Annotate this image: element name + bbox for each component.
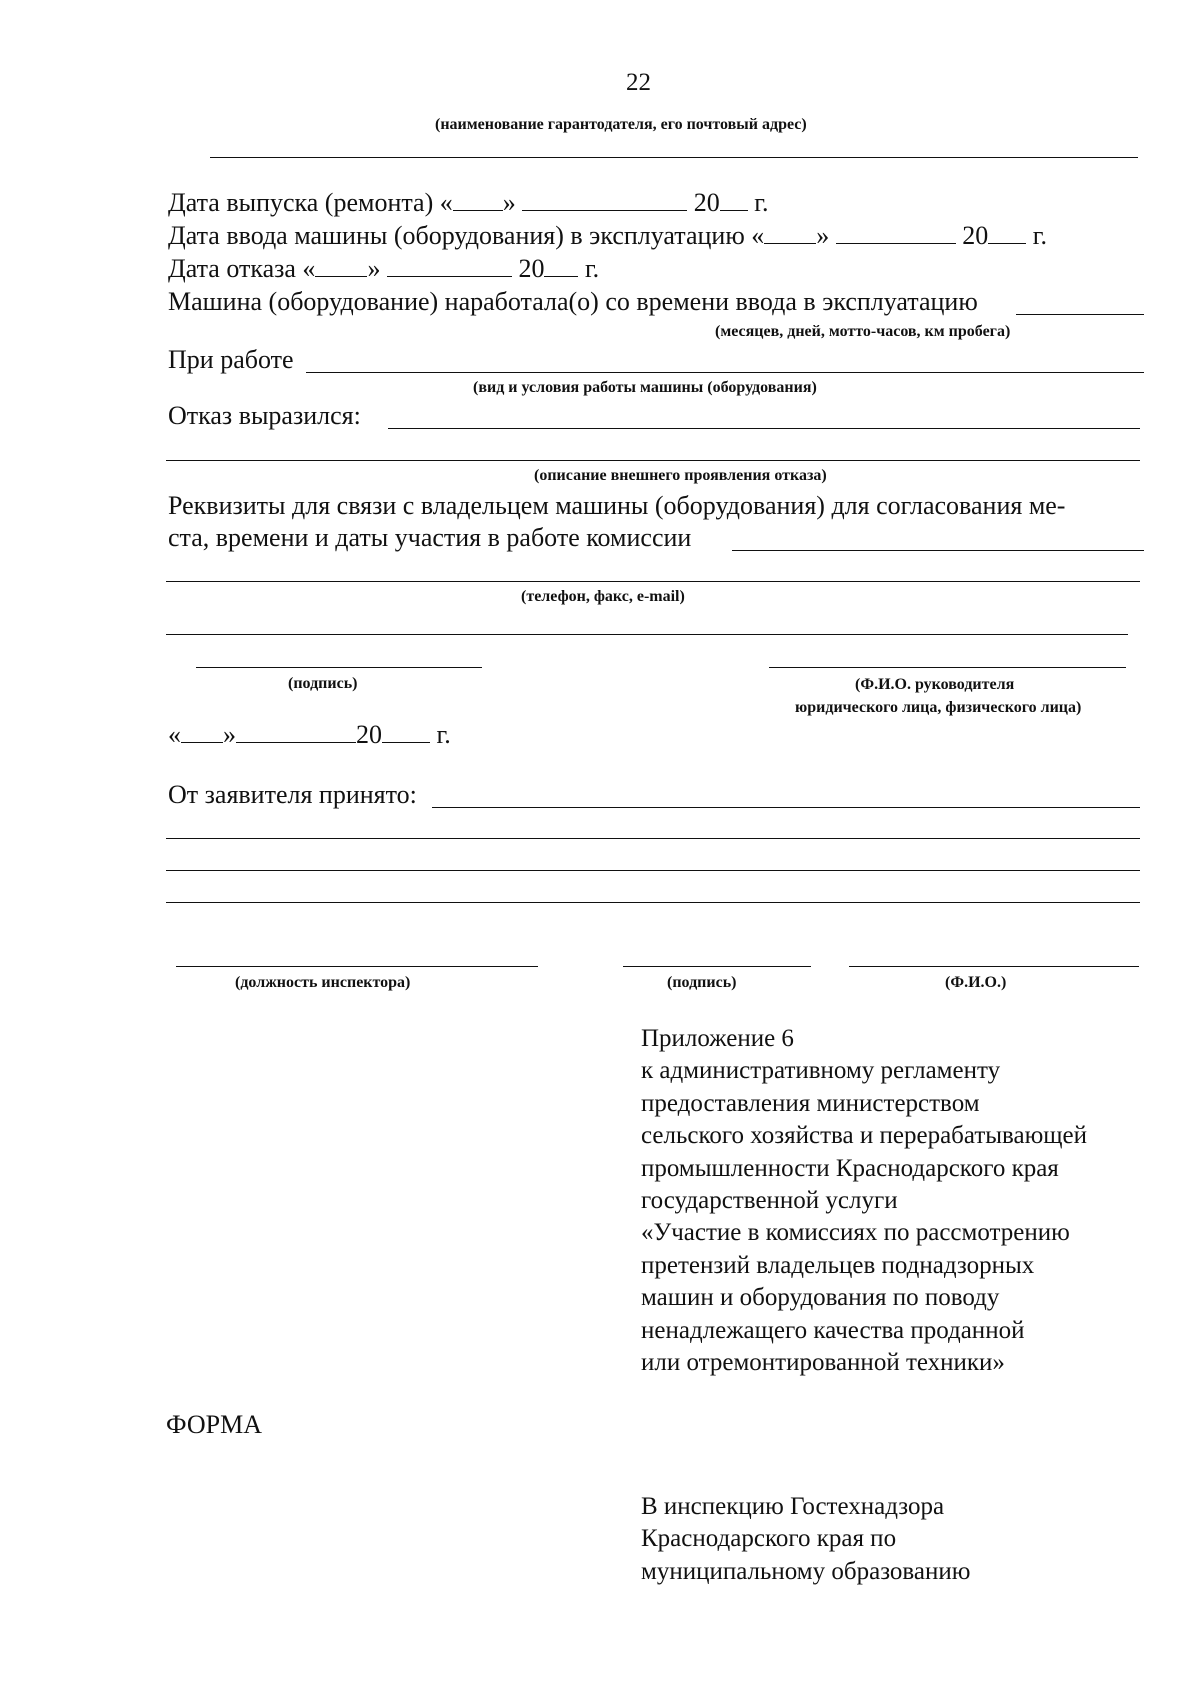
accepted-field-2[interactable] — [166, 838, 1140, 839]
work-conditions-caption: (вид и условия работы машины (оборудования) — [473, 379, 817, 396]
signature-date-open: « — [168, 720, 181, 749]
signature-year-suffix: г. — [436, 720, 451, 749]
head-caption-line-1: (Ф.И.О. руководителя — [855, 676, 1015, 693]
signature-year-prefix: 20 — [356, 720, 382, 749]
appendix-line: или отремонтированной техники» — [641, 1349, 1005, 1377]
appendix-line: Приложение 6 — [641, 1025, 794, 1052]
operating-time-caption: (месяцев, дней, мотто-часов, км пробега) — [715, 323, 1011, 340]
signature-month-field[interactable] — [236, 720, 356, 743]
failure-description-field-2[interactable] — [166, 460, 1140, 461]
addressee-line: муниципальному образованию — [641, 1557, 971, 1585]
release-month-field[interactable] — [522, 188, 687, 211]
appendix-line: машин и оборудования по поводу — [641, 1284, 1000, 1312]
addressee-line: Краснодарского края по — [641, 1525, 897, 1553]
accepted-field-1[interactable] — [432, 807, 1140, 808]
failure-day-field[interactable] — [315, 254, 367, 277]
failure-date-label: Дата отказа « — [168, 254, 316, 283]
operating-time-field[interactable] — [1016, 314, 1144, 315]
addressee-line: В инспекцию Гостехнадзора — [641, 1493, 945, 1520]
appendix-line: промышленности Краснодарского края — [641, 1154, 1059, 1182]
release-day-field[interactable] — [453, 188, 503, 211]
inspector-name-line[interactable] — [849, 966, 1139, 967]
guarantor-caption: (наименование гарантодателя, его почтовый адрес) — [435, 116, 807, 133]
signature-date-row — [168, 720, 451, 750]
release-year-suffix: г. — [754, 188, 769, 217]
commission-date-label: Дата ввода машины (оборудования) в эксплуатацию « — [168, 221, 765, 250]
release-date-row — [168, 188, 768, 218]
appendix-line: «Участие в комиссиях по рассмотрению — [641, 1219, 1070, 1247]
commission-year-field[interactable] — [988, 221, 1026, 244]
guarantor-underline — [210, 157, 1138, 158]
commission-date-row — [168, 221, 1047, 251]
failure-date-row — [168, 254, 599, 284]
failure-year-prefix: 20 — [518, 254, 545, 283]
appendix-line: государственной услуги — [641, 1187, 898, 1215]
signature-day-field[interactable] — [181, 720, 223, 743]
work-conditions-label: При работе — [168, 345, 294, 374]
contact-details-line-1: Реквизиты для связи с владельцем машины (оборудования) для согласования ме- — [168, 491, 1066, 520]
head-caption-line-2: юридического лица, физического лица) — [795, 699, 1082, 716]
inspector-signature-caption: (подпись) — [667, 974, 737, 991]
commission-date-quote: » — [816, 221, 830, 250]
commission-day-field[interactable] — [764, 221, 816, 244]
release-year-field[interactable] — [720, 188, 748, 211]
form-label: ФОРМА — [166, 1410, 262, 1439]
head-name-line[interactable] — [769, 667, 1126, 668]
contact-details-field-2[interactable] — [166, 581, 1140, 582]
release-date-label: Дата выпуска (ремонта) « — [168, 188, 453, 217]
inspector-position-caption: (должность инспектора) — [235, 974, 411, 991]
contact-details-caption: (телефон, факс, e-mail) — [521, 588, 685, 605]
contact-details-field-1[interactable] — [732, 550, 1144, 551]
signature-caption: (подпись) — [288, 675, 358, 692]
work-conditions-field[interactable] — [306, 372, 1144, 373]
appendix-line: сельского хозяйства и перерабатывающей — [641, 1122, 1088, 1150]
failure-year-suffix: г. — [584, 254, 600, 283]
operating-time-label: Машина (оборудование) наработала(о) со времени ввода в эксплуатацию — [168, 287, 978, 316]
appendix-line: претензий владельцев поднадзорных — [641, 1251, 1035, 1279]
commission-year-prefix: 20 — [962, 221, 989, 250]
contact-details-line-2: ста, времени и даты участия в работе комиссии — [168, 523, 692, 552]
signature-date-close: » — [223, 720, 236, 749]
inspector-name-caption: (Ф.И.О.) — [945, 974, 1007, 991]
failure-description-field-1[interactable] — [388, 428, 1140, 429]
addressee-block — [641, 1491, 970, 1588]
failure-year-field[interactable] — [544, 254, 578, 277]
failure-month-field[interactable] — [387, 254, 512, 277]
commission-month-field[interactable] — [836, 221, 956, 244]
release-date-quote: » — [502, 188, 516, 217]
contact-details-field-3[interactable] — [166, 634, 1128, 635]
appendix-line: предоставления министерством — [641, 1089, 980, 1117]
accepted-field-4[interactable] — [166, 902, 1140, 903]
page-number: 22 — [626, 69, 651, 96]
accepted-field-3[interactable] — [166, 870, 1140, 871]
appendix-block — [641, 1023, 1087, 1379]
inspector-position-line[interactable] — [176, 966, 538, 967]
appendix-line: к административному регламенту — [641, 1057, 1001, 1085]
failure-date-quote: » — [367, 254, 381, 283]
commission-year-suffix: г. — [1032, 221, 1047, 250]
failure-description-caption: (описание внешнего проявления отказа) — [534, 467, 827, 484]
release-year-prefix: 20 — [693, 188, 720, 217]
inspector-signature-line[interactable] — [623, 966, 811, 967]
appendix-line: ненадлежащего качества проданной — [641, 1316, 1025, 1344]
failure-description-label: Отказ выразился: — [168, 401, 361, 430]
accepted-label: От заявителя принято: — [168, 780, 417, 809]
signature-line[interactable] — [196, 667, 482, 668]
signature-year-field[interactable] — [382, 720, 430, 743]
